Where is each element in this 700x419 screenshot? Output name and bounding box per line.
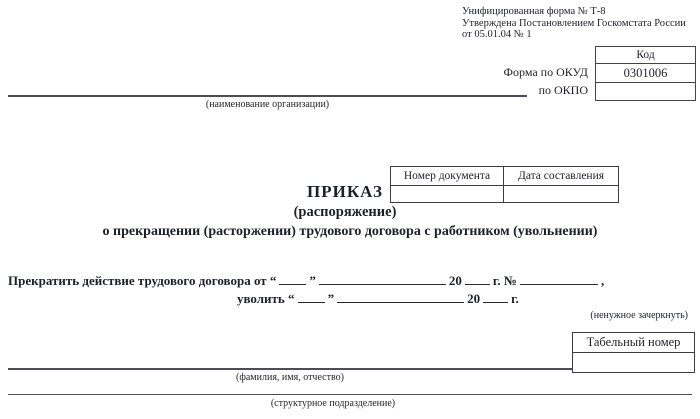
- okpo-label: по ОКПО: [538, 83, 588, 97]
- department-caption: (структурное подразделение): [270, 398, 396, 409]
- organization-caption: (наименование организации): [205, 99, 330, 110]
- quote-close: ”: [327, 291, 335, 306]
- doc-number-header: Номер документа: [391, 167, 504, 186]
- dismiss-line-text: уволить “: [237, 291, 295, 306]
- employee-name-line: [8, 368, 572, 370]
- day-blank-line: [298, 289, 325, 303]
- year-blank-line: [483, 289, 508, 303]
- form-approval-line: Утверждена Постановлением Госкомстата России: [462, 17, 686, 29]
- terminate-line: [8, 271, 604, 289]
- quote-close: ”: [309, 273, 316, 288]
- code-box: [595, 46, 696, 101]
- organization-name-line: [8, 95, 527, 97]
- order-subtitle: (распоряжение): [293, 204, 397, 220]
- personnel-number-box: [572, 332, 695, 373]
- order-subject: о прекращении (расторжении) трудового договора с работником (увольнении): [102, 224, 598, 239]
- form-approval-line: от 05.01.04 № 1: [462, 29, 532, 40]
- month-blank-line: [319, 271, 446, 285]
- personnel-number-header: Табельный номер: [573, 333, 694, 353]
- okud-code-value: 0301006: [596, 64, 695, 83]
- year-suffix: г.: [511, 291, 519, 306]
- order-title: ПРИКАЗ: [307, 182, 383, 201]
- employee-name-caption: (фамилия, имя, отчество): [236, 372, 344, 383]
- day-blank-line: [279, 271, 306, 285]
- form-approval-block: [462, 6, 700, 41]
- dismiss-line: [237, 289, 519, 307]
- terminate-line-text: Прекратить действие трудового договора от “: [8, 273, 277, 288]
- code-box-header: Код: [596, 47, 695, 64]
- okpo-code-value: [596, 83, 695, 100]
- doc-date-header: Дата составления: [504, 167, 618, 186]
- comma: ,: [600, 273, 605, 288]
- strike-note: (ненужное зачеркнуть): [590, 310, 688, 321]
- okud-label: Форма по ОКУД: [503, 65, 588, 79]
- year-suffix-number: г. №: [492, 273, 517, 288]
- department-line: [8, 394, 692, 395]
- year-prefix: 20: [448, 273, 462, 288]
- year-blank-line: [465, 271, 490, 285]
- year-prefix: 20: [467, 291, 481, 306]
- personnel-number-value: [573, 353, 694, 372]
- form-approval-line: Унифицированная форма № Т-8: [462, 6, 606, 17]
- order-number-blank-line: [520, 271, 598, 285]
- month-blank-line: [337, 289, 464, 303]
